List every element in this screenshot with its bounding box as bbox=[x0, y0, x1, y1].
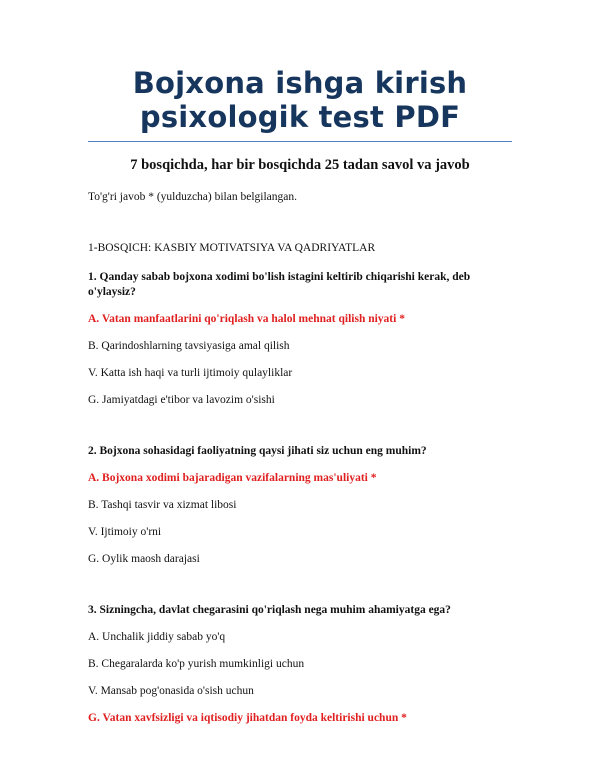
question-block bbox=[88, 603, 512, 726]
answer-option: V. Katta ish haqi va turli ijtimoiy qulayliklar bbox=[88, 367, 293, 379]
question-block bbox=[88, 444, 512, 567]
answer-option: B. Qarindoshlarning tavsiyasiga amal qilish bbox=[88, 340, 290, 352]
document-page bbox=[88, 66, 512, 726]
answer-option-correct: A. Bojxona xodimi bajaradigan vazifalarning mas'uliyati * bbox=[88, 472, 377, 484]
answer-option: B. Tashqi tasvir va xizmat libosi bbox=[88, 499, 237, 511]
question-text: 3. Sizningcha, davlat chegarasini qo'riqlash nega muhim ahamiyatga ega? bbox=[88, 604, 451, 616]
title-divider bbox=[88, 141, 512, 142]
question-text: 1. Qanday sabab bojxona xodimi bo'lish istagini keltirib chiqarishi kerak, deb o'ylaysiz? bbox=[88, 271, 471, 298]
title-line-1: Bojxona ishga kirish bbox=[132, 66, 468, 100]
answer-option: V. Mansab pog'onasida o'sish uchun bbox=[88, 685, 254, 697]
answer-option: V. Ijtimoiy o'rni bbox=[88, 526, 162, 538]
document-title bbox=[88, 66, 512, 134]
answer-option: A. Unchalik jiddiy sabab yo'q bbox=[88, 631, 226, 643]
answer-option-correct: G. Vatan xavfsizligi va iqtisodiy jihatdan foyda keltirishi uchun * bbox=[88, 712, 407, 724]
title-line-2: psixologik test PDF bbox=[139, 100, 461, 134]
answer-option-correct: A. Vatan manfaatlarini qo'riqlash va halol mehnat qilish niyati * bbox=[88, 313, 405, 325]
question-text: 2. Bojxona sohasidagi faoliyatning qaysi jihati siz uchun eng muhim? bbox=[88, 445, 427, 457]
question-block bbox=[88, 270, 512, 408]
document-subtitle: 7 bosqichda, har bir bosqichda 25 tadan savol va javob bbox=[130, 157, 470, 173]
answer-option: G. Oylik maosh darajasi bbox=[88, 553, 200, 565]
answer-option: G. Jamiyatdagi e'tibor va lavozim o'sishi bbox=[88, 394, 275, 406]
answer-option: B. Chegaralarda ko'p yurish mumkinligi uchun bbox=[88, 658, 305, 670]
stage-heading: 1-BOSQICH: KASBIY MOTIVATSIYA VA QADRIYATLAR bbox=[88, 242, 376, 254]
answer-key-note: To'g'ri javob * (yulduzcha) bilan belgilangan. bbox=[88, 191, 297, 203]
